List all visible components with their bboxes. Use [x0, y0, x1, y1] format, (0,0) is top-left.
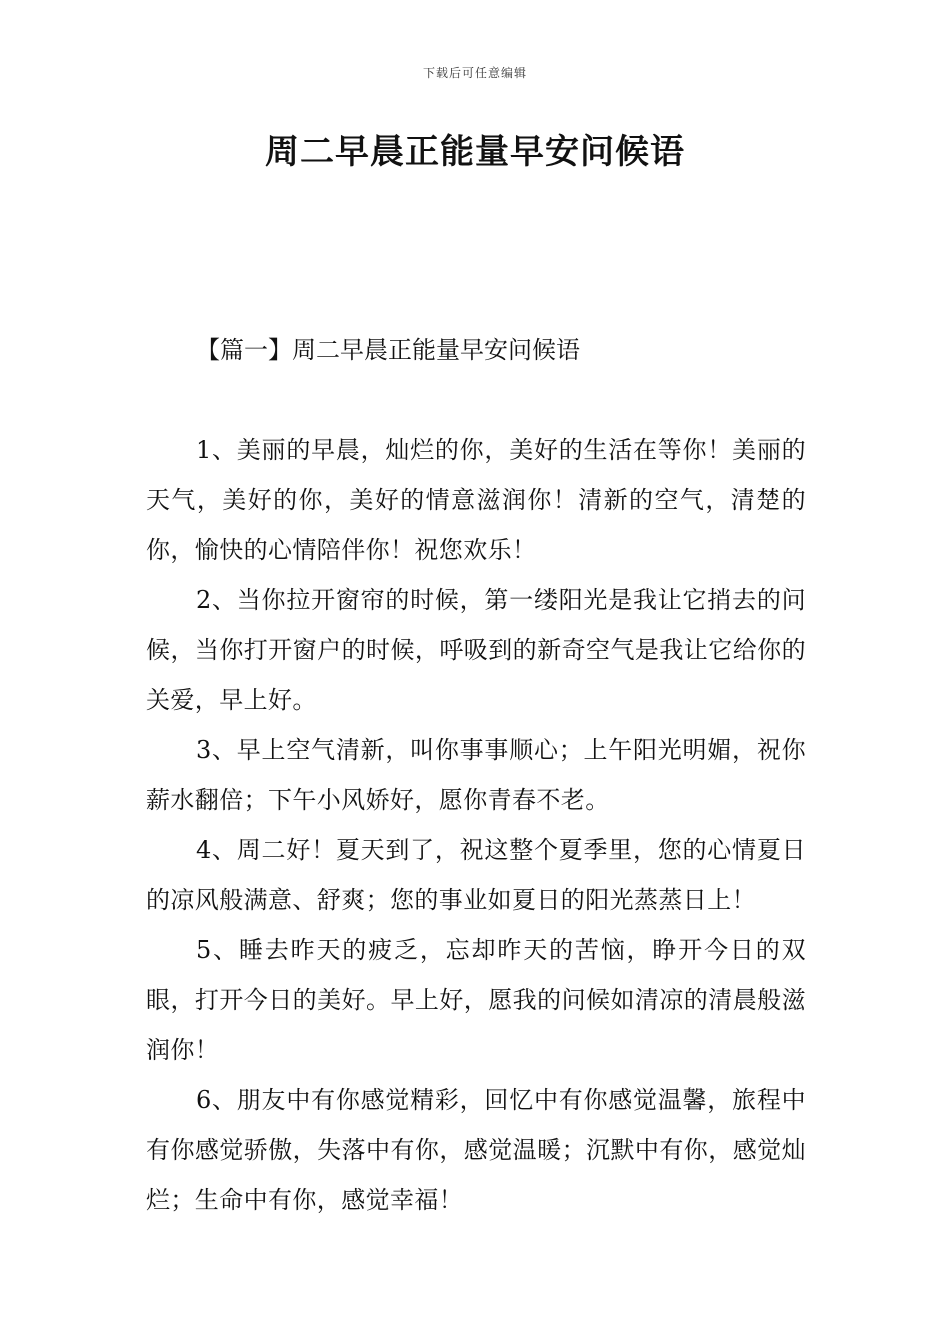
- list-item: 4、周二好！夏天到了，祝这整个夏季里，您的心情夏日的凉风般满意、舒爽；您的事业如夏日的阳光蒸蒸日上！: [146, 836, 806, 914]
- page-header-note: 下载后可任意编辑: [422, 66, 527, 80]
- list-item: 3、早上空气清新，叫你事事顺心；上午阳光明媚，祝你薪水翻倍；下午小风娇好，愿你青春不老。: [146, 736, 806, 814]
- document-title: 周二早晨正能量早安问候语: [265, 132, 685, 172]
- greeting-list: [146, 425, 806, 1225]
- list-item: 6、朋友中有你感觉精彩，回忆中有你感觉温馨，旅程中有你感觉骄傲，失落中有你，感觉温暖；沉默中有你，感觉灿烂；生命中有你，感觉幸福！: [146, 1086, 806, 1214]
- list-item: 1、美丽的早晨，灿烂的你，美好的生活在等你！美丽的天气，美好的你，美好的情意滋润你！清新的空气，清楚的你，愉快的心情陪伴你！祝您欢乐！: [146, 436, 806, 564]
- list-item: 2、当你拉开窗帘的时候，第一缕阳光是我让它捎去的问候，当你打开窗户的时候，呼吸到的新奇空气是我让它给你的关爱，早上好。: [146, 586, 806, 714]
- section-heading: 【篇一】周二早晨正能量早安问候语: [196, 336, 580, 364]
- list-item: 5、睡去昨天的疲乏，忘却昨天的苦恼，睁开今日的双眼，打开今日的美好。早上好，愿我的问候如清凉的清晨般滋润你！: [146, 936, 806, 1064]
